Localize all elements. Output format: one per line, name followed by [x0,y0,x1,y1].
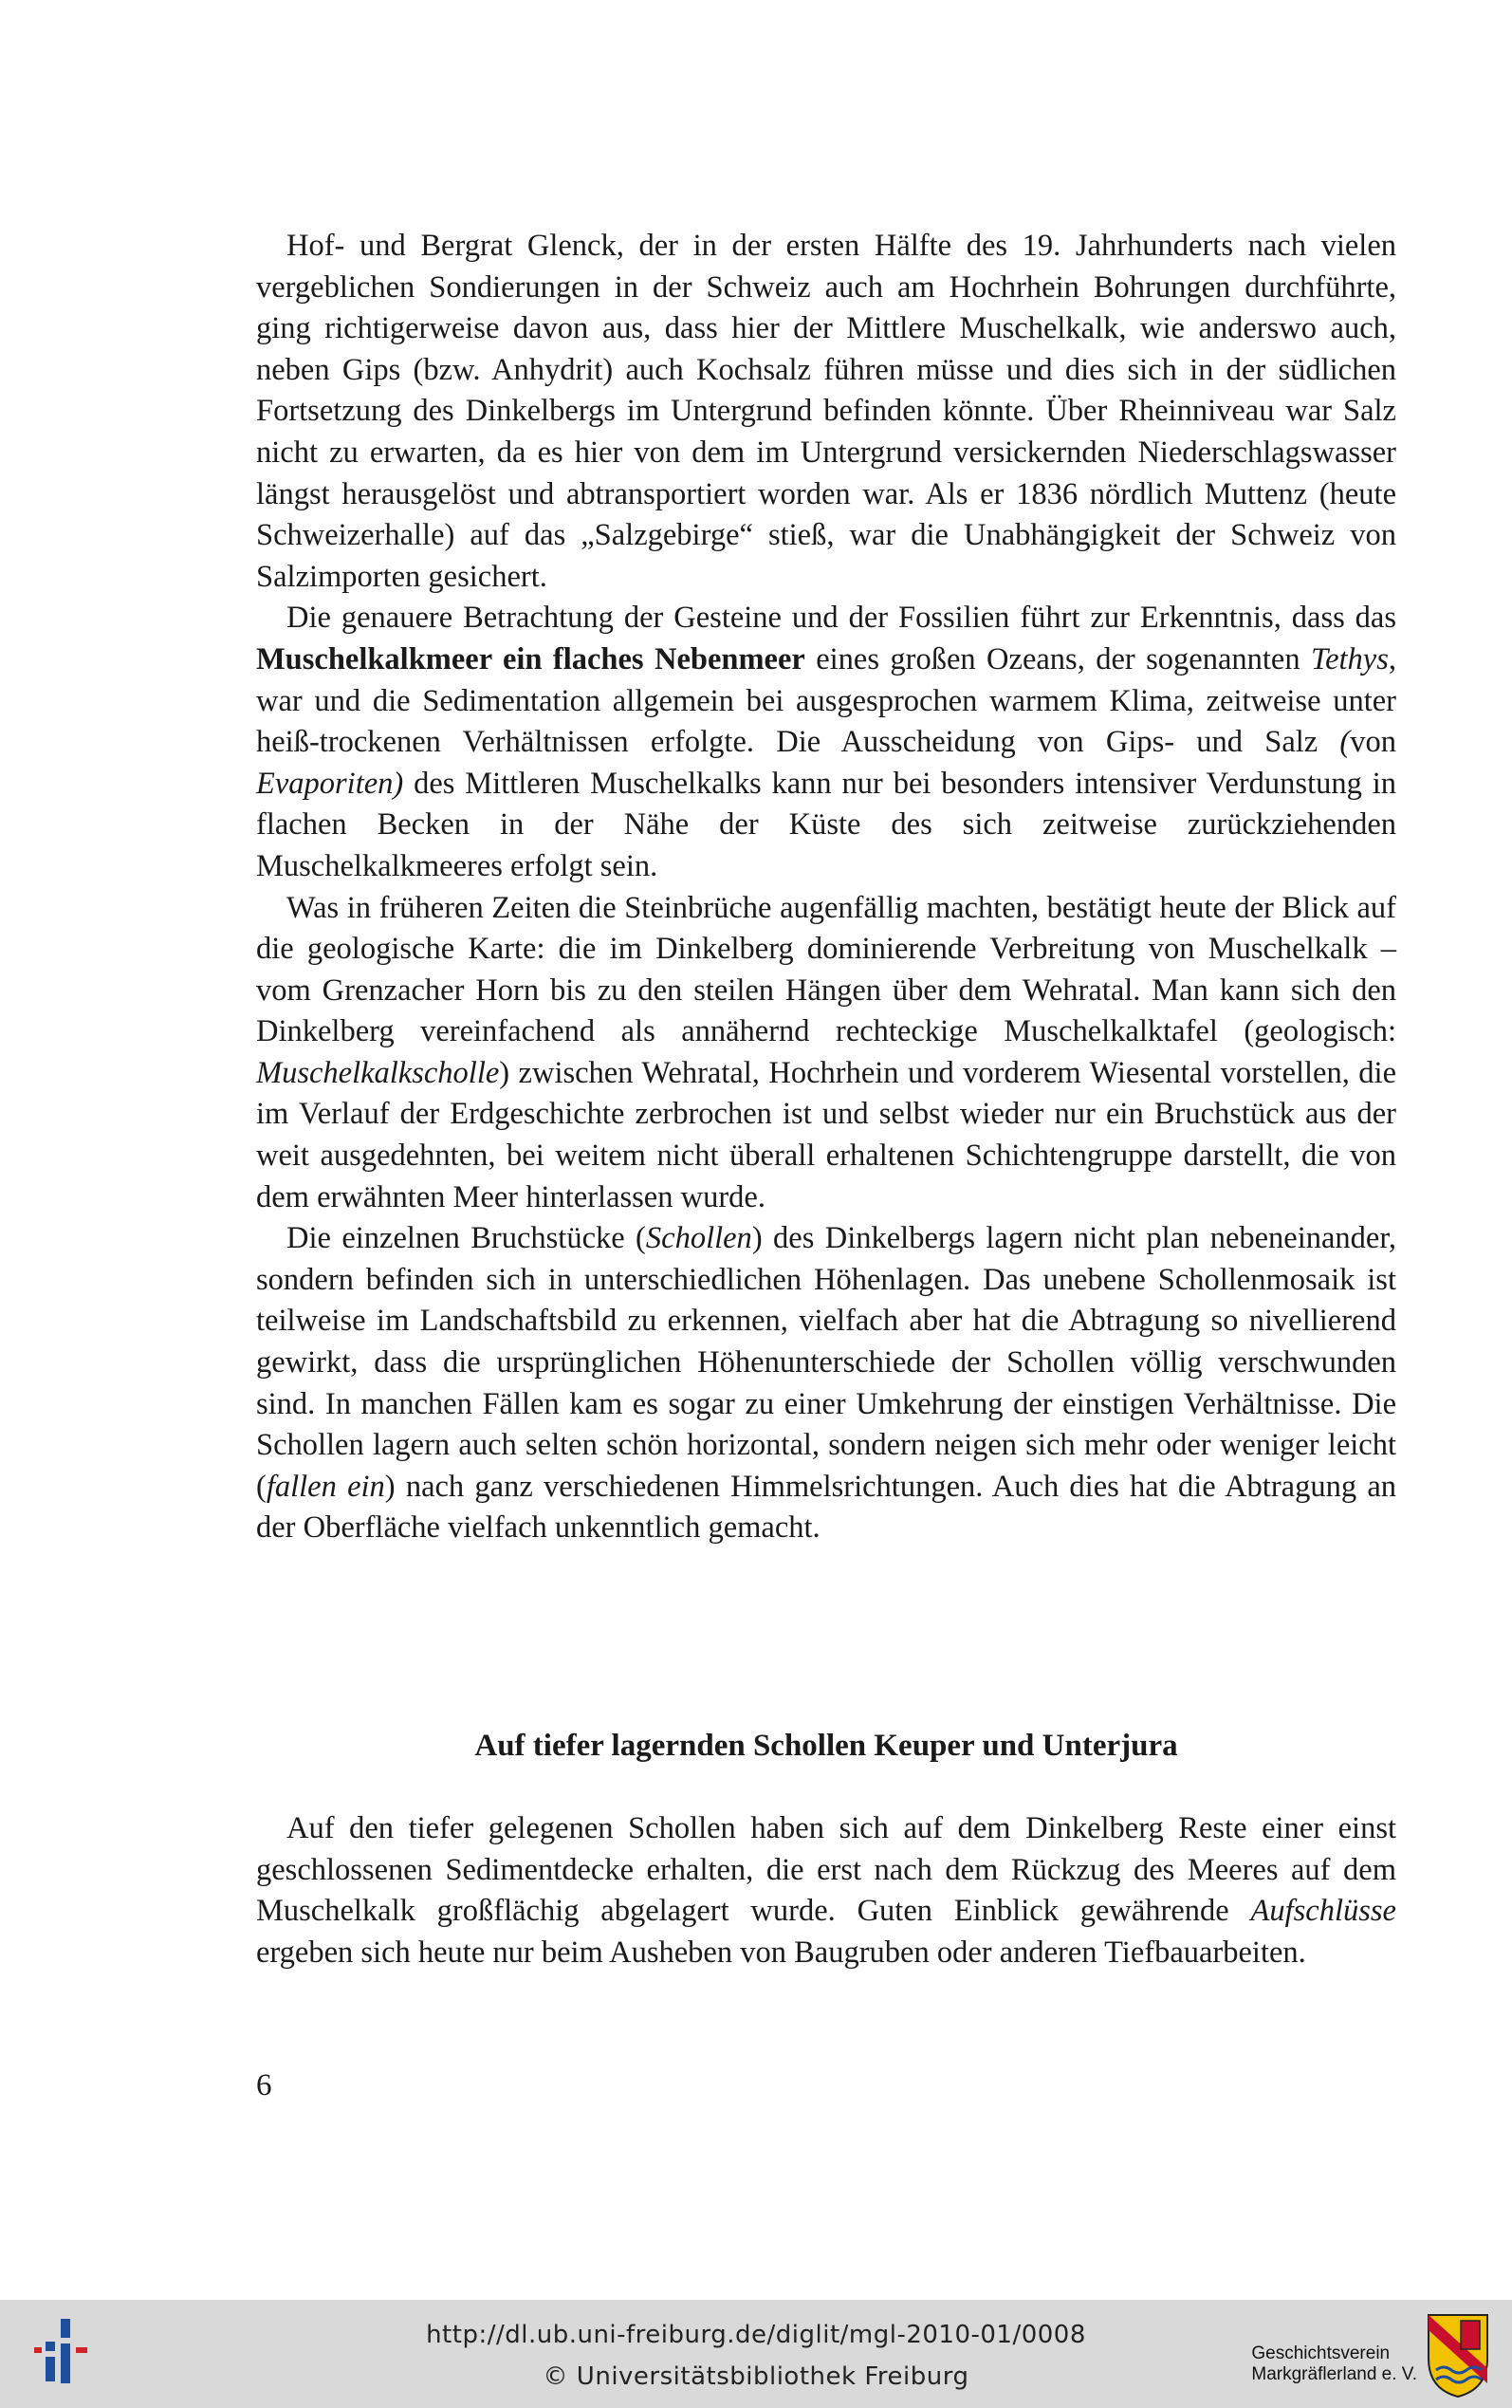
text-run: ) des Dinkelbergs lagern nicht plan nebeneinander, sondern befinden sich in unterschiedlichen Höhenlagen. Das unebene Schollenmosaik ist teilweise im Landschaftsbild zu erkennen, vielfach aber hat die Abtragung so nivellierend gewirkt, dass die ursprünglichen Höhenunterschiede der Schollen völlig verschwunden sind. In manchen Fällen kam es sogar zu einer Umkehrung der einstigen Verhältnisse. Die Schollen lagern auch selten schön horizontal, sondern neigen sich mehr oder weniger leicht ( [256,1221,1396,1504]
footer-url-link[interactable]: http://dl.ub.uni-freiburg.de/diglit/mgl-2010-01/0008 [426,2321,1086,2349]
footer-copyright: © Universitätsbibliothek Freiburg [543,2362,969,2391]
italic-text: Schollen [645,1221,752,1256]
italic-text: Aufschlüsse [1250,1894,1396,1929]
footer-bar [0,2300,1512,2408]
italic-text: Muschelkalkscholle [256,1055,500,1090]
italic-text: Tethys [1311,641,1389,676]
paragraph [256,598,1396,887]
italic-text: fallen ein [266,1469,385,1504]
society-line-1: Geschichtsverein [1251,2343,1391,2363]
body-text [256,226,1396,1549]
paragraph [256,1808,1396,1973]
text-run: Auf den tiefer gelegenen Schollen haben sich auf dem Dinkelberg Reste einer einst geschlossenen Sedimentdecke erhalten, die erst nach dem Rückzug des Meeres auf dem Muschelkalk großflächig abgelagert wurde. Guten Einblick gewährende [256,1811,1396,1929]
text-run: ergeben sich heute nur beim Ausheben von Baugruben oder anderen Tiefbauarbeiten. [256,1935,1306,1970]
page-number: 6 [256,2068,272,2102]
text-run: Die einzelnen Bruchstücke ( [286,1221,646,1256]
text-run: ) zwischen Wehratal, Hochrhein und vorderem Wiesental vorstellen, die im Verlauf der Erdgeschichte zerbrochen ist und selbst wieder nur ein Bruchstück aus der weit ausgedehnten, bei weitem nicht überall erhaltenen Schichtengruppe darstellt, die von dem erwähnten Meer hinterlassen wurde. [256,1055,1396,1214]
text-run: von [1350,725,1396,760]
text-run: Die genauere Betrachtung der Gesteine und der Fossilien führt zur Erkenntnis, dass das [286,601,1396,636]
text-run: Was in früheren Zeiten die Steinbrüche augenfällig machten, bestätigt heute der Blick auf die geologische Karte: die im Dinkelberg dominierende Verbreitung von Muschelkalk – vom Grenzacher Horn bis zu den steilen Hängen über dem Wehratal. Man kann sich den Dinkelberg vereinfachend als annähernd rechteckige Muschelkalktafel (geologisch: [256,890,1396,1049]
society-name [1251,2343,1417,2385]
italic-text: ( [1339,725,1351,760]
coat-of-arms-icon [1425,2311,1491,2399]
bold-text: Muschelkalkmeer ein flaches Nebenmeer [256,641,805,676]
text-run: ) nach ganz verschiedenen Himmelsrichtungen. Auch dies hat die Abtragung an der Oberfläche vielfach unkenntlich gemacht. [256,1469,1396,1546]
paragraph [256,226,1396,598]
section-body-text [256,1808,1396,1973]
italic-text: Evaporiten) [256,766,404,801]
text-run: des Mittleren Muschelkalks kann nur bei besonders intensiver Verdunstung in flachen Becken in der Nähe der Küste des sich zeitweise zurückziehenden Muschelkalkmeeres erfolgt sein. [256,766,1396,883]
text-run: eines großen Ozeans, der sogenannten [804,641,1311,676]
text-run: Hof- und Bergrat Glenck, der in der ersten Hälfte des 19. Jahrhunderts nach vielen vergeblichen Sondierungen in der Schweiz auch am Hochrhein Bohrungen durchführte, ging richtigerweise davon aus, dass hier der Mittlere Muschelkalk, wie anderswo auch, neben Gips (bzw. Anhydrit) auch Kochsalz führen müsse und dies sich in der südlichen Fortsetzung des Dinkelbergs im Untergrund befinden könnte. Über Rheinniveau war Salz nicht zu erwarten, da es hier von dem im Untergrund versickernden Niederschlagswasser längst herausgelöst und abtransportiert worden war. Als er 1836 nördlich Muttenz (heute Schweizerhalle) auf das „Salzgebirge“ stieß, war die Unabhängigkeit der Schweiz von Salzimporten gesichert. [256,229,1396,594]
paragraph [256,888,1396,1219]
society-line-2: Markgräflerland e. V. [1251,2364,1417,2384]
section-heading: Auf tiefer lagernden Schollen Keuper und Unterjura [474,1729,1178,1763]
text-run: , war und die Sedimentation allgemein bei ausgesprochen warmem Klima, zeitweise unter heiß-trockenen Verhältnissen erfolgte. Die Ausscheidung von Gips- und Salz [256,641,1396,760]
paragraph [256,1218,1396,1549]
